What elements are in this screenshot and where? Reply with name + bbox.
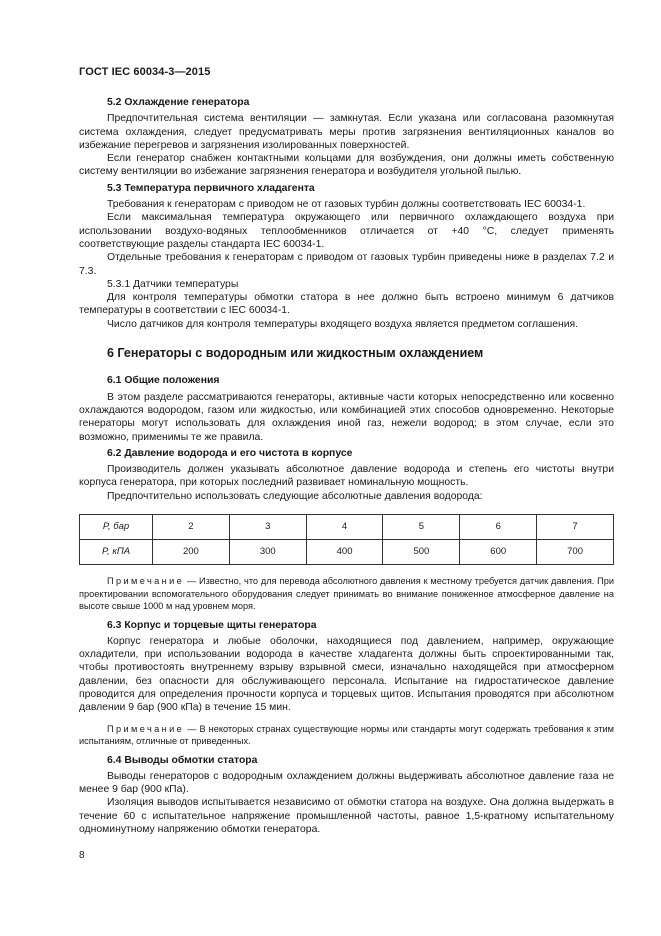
- table-row: [80, 515, 614, 540]
- page-number: 8: [79, 850, 85, 861]
- section-6-4-heading: 6.4 Выводы обмотки статора: [107, 754, 258, 766]
- document-header: ГОСТ IEC 60034-3—2015: [79, 66, 211, 78]
- paragraph: В этом разделе рассматриваются генераторы, активные части которых непосредственно или косвенно охлаждаются водородом, газом или жидкостью, или комбинацией этих способов одновременно. Некоторые генераторы могут использовать для охлаждения иной газ, нежели водород; в этом случае, если это возможно, применимы те же правила.: [79, 391, 614, 443]
- table-cell: 5: [383, 515, 460, 540]
- table-cell: 300: [229, 540, 306, 565]
- table-cell: 7: [537, 515, 614, 540]
- section-5-3-heading: 5.3 Температура первичного хладагента: [107, 182, 315, 194]
- paragraph: Если генератор снабжен контактными кольцами для возбуждения, они должны иметь собственную систему вентиляции во избежание загрязнения генератора и возбудителя угольной пылью.: [79, 153, 614, 178]
- paragraph: Предпочтительно использовать следующие абсолютные давления водорода:: [107, 490, 483, 502]
- table-cell: 200: [153, 540, 230, 565]
- note-text: — В некоторых странах существующие нормы или стандарты могут содержать требования к этим испытаниям, отличные от приведенных.: [79, 723, 614, 747]
- note-text: — Известно, что для перевода абсолютного давления к местному требуется датчик давления. При проектировании вспомогательного оборудования следует принимать во внимание пониженное атмосферное давление на высоте свыше 1000 м над уровнем моря.: [79, 576, 614, 612]
- paragraph: Для контроля температуры обмотки статора в нее должно быть встроено минимум 6 датчиков температуры в соответствии с IEC 60034-1.: [79, 292, 614, 317]
- paragraph: Число датчиков для контроля температуры входящего воздуха является предметом соглашения.: [107, 318, 579, 330]
- table-cell: 3: [229, 515, 306, 540]
- note-6-3: [79, 723, 614, 748]
- table-row-header: P, кПА: [80, 540, 153, 565]
- note-6-2: [79, 575, 614, 613]
- table-cell: 700: [537, 540, 614, 565]
- paragraph: Корпус генератора и любые оболочки, находящиеся под давлением, например, окружающие охладители, при использовании водорода в качестве хладагента должны быть спроектированными так, чтобы противостоять внутреннему взрыву взрывной смеси, изначально находящейся при атмосферном давлении, без опасности для обслуживающего персонала. Испытание на гидростатическое давление проводится для определения прочности корпуса и торцевых щитов. Испытания проводятся при абсолютном давлении 9 бар (900 кПа) в течение 15 мин.: [79, 635, 614, 714]
- note-label: Примечание: [107, 576, 185, 587]
- paragraph: Изоляция выводов испытывается независимо от обмотки статора на воздухе. Она должна выдержать в течение 60 с испытательное напряжение промышленной частоты, равное 1,5-кратному испытательному одноминутному напряжению обмотки генератора.: [79, 797, 614, 836]
- section-6-3-heading: 6.3 Корпус и торцевые щиты генератора: [107, 619, 317, 631]
- paragraph: Требования к генераторам с приводом не от газовых турбин должны соответствовать IEC 60034-1.: [107, 199, 586, 211]
- paragraph: Производитель должен указывать абсолютное давление водорода и степень его чистоты внутри корпуса генератора, при которых последний развивает номинальную мощность.: [79, 464, 614, 489]
- subsection-5-3-1-heading: 5.3.1 Датчики температуры: [107, 278, 239, 290]
- document-body: [79, 93, 614, 836]
- section-6-heading: 6 Генераторы с водородным или жидкостным охлаждением: [107, 346, 484, 361]
- paragraph: Если максимальная температура окружающего или первичного охлаждающего воздуха при использовании воздухо-водяных теплообменников отличается от +40 °С, следует применять соответствующие разделы стандарта IEC 60034-1.: [79, 212, 614, 250]
- section-6-2-heading: 6.2 Давление водорода и его чистота в корпусе: [107, 447, 353, 459]
- paragraph: Отдельные требования к генераторам с приводом от газовых турбин приведены ниже в разделах 7.2 и 7.3.: [79, 252, 614, 277]
- pressure-table: [79, 514, 614, 565]
- table-cell: 400: [306, 540, 383, 565]
- table-cell: 600: [460, 540, 537, 565]
- note-label: Примечание: [107, 723, 185, 734]
- table-cell: 6: [460, 515, 537, 540]
- paragraph: Выводы генераторов с водородным охлаждением должны выдерживать абсолютное давление газа не менее 9 бар (900 кПа).: [79, 770, 614, 796]
- table-row-header: P, бар: [80, 515, 153, 540]
- section-6-1-heading: 6.1 Общие положения: [107, 375, 220, 387]
- table-row: [80, 540, 614, 565]
- section-5-2-heading: 5.2 Охлаждение генератора: [107, 97, 250, 108]
- table-cell: 4: [306, 515, 383, 540]
- paragraph: Предпочтительная система вентиляции — замкнутая. Если указана или согласована разомкнутая система охлаждения, следует предусматривать меры против загрязнения вентиляционных каналов во избежание перегревов и загрязнения изолированных поверхностей.: [79, 113, 614, 151]
- table-cell: 2: [153, 515, 230, 540]
- table-cell: 500: [383, 540, 460, 565]
